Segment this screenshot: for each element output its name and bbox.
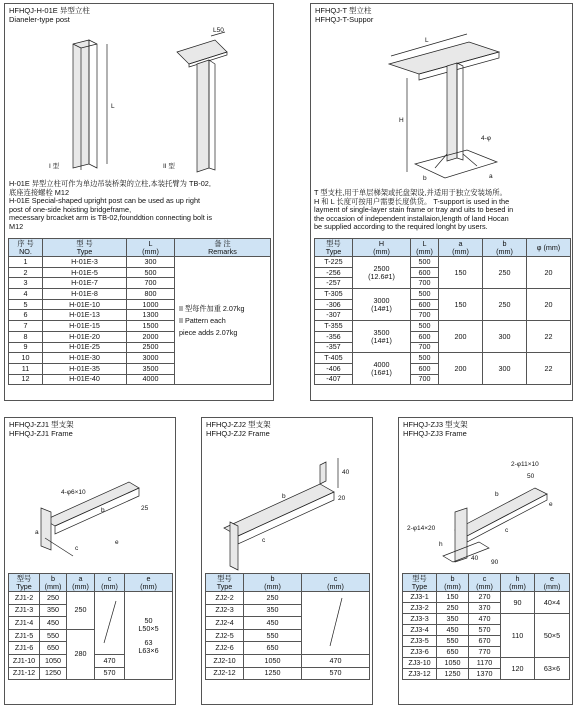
dim-b-label: b <box>101 507 105 514</box>
table-cell: 500 <box>127 267 175 278</box>
table-cell: 700 <box>127 278 175 289</box>
title-en: HFHQJ-ZJ1 Frame <box>9 428 73 438</box>
table-cell: 350 <box>244 604 302 617</box>
cell-line: L50×5 <box>138 623 159 633</box>
table-cell: ZJ1-12 <box>9 667 40 680</box>
zj2-mount <box>230 522 238 570</box>
cell-line: 3500 <box>373 327 390 337</box>
table-cell: T-405 <box>315 353 353 364</box>
dim-d-label: 40 <box>342 469 350 476</box>
table-cell: 370 <box>469 603 501 614</box>
title-en: HFHQJ-ZJ3 Frame <box>403 428 467 438</box>
dim-c-label: c <box>262 537 266 544</box>
table-cell: 110 <box>501 614 535 658</box>
table-cell: ZJ1-10 <box>9 654 40 667</box>
table-cell: 200 <box>439 321 483 353</box>
panel-zj3-frame <box>398 417 573 705</box>
table-cell: 9 <box>9 342 43 353</box>
table-cell: -356 <box>315 331 353 342</box>
post-ii-body <box>197 60 209 172</box>
table-cell: 20 <box>527 289 571 321</box>
table-cell: H-01E-10 <box>43 299 127 310</box>
label-type-i: I 型 <box>49 163 60 170</box>
zj1-drawing <box>5 438 176 578</box>
table-cell: 700 <box>411 310 439 321</box>
table-row <box>206 654 370 667</box>
table-cell: 250 <box>437 603 469 614</box>
table-cell: 12 <box>9 374 43 385</box>
table-cell: 2500 <box>127 342 175 353</box>
table-cell: 600 <box>411 267 439 278</box>
cell-line: 2500 <box>373 263 390 273</box>
table-cell: 3500 <box>127 363 175 374</box>
table-cell: 670 <box>469 636 501 647</box>
title-en: HFHQJ-ZJ2 Frame <box>206 428 270 438</box>
cell-line: II 型每件加重 2.07kg <box>179 303 245 313</box>
table-cell: ZJ3-6 <box>403 647 437 658</box>
diagonal-line <box>100 597 120 647</box>
table-row <box>403 592 570 603</box>
cell-line: 3000 <box>373 295 390 305</box>
table-cell <box>353 321 411 353</box>
zj1-mount <box>41 508 51 550</box>
table-cell: -357 <box>315 342 353 353</box>
header-type: 型 号 Type <box>43 239 127 257</box>
table-cell: ZJ2-3 <box>206 604 244 617</box>
description <box>9 180 271 232</box>
zj3-mount <box>455 508 467 562</box>
desc-line: H-01E 异型立柱可作为单边吊装桥架的立柱,本装托臂为 TB-02, <box>9 179 211 188</box>
table-cell: H-01E-7 <box>43 278 127 289</box>
table-cell: 3 <box>9 278 43 289</box>
table-cell: ZJ3-10 <box>403 658 437 669</box>
table-cell: ZJ2-12 <box>206 667 244 680</box>
t-rib <box>463 154 477 166</box>
title-cn: HFHQJ-ZJ2 型支架 <box>206 420 271 429</box>
table-cell <box>125 592 173 680</box>
table-cell: 2000 <box>127 331 175 342</box>
desc-line: T 型支柱,用于单层梯架或托盘架设,并适用于独立安装场所。 <box>314 188 507 197</box>
table-row <box>315 353 571 364</box>
dim-bolt-label: 4-φ <box>481 135 491 142</box>
table-cell: 7 <box>9 321 43 332</box>
t-column-side <box>457 63 463 160</box>
dim-d3-label: 90 <box>491 559 499 566</box>
table-row <box>9 592 173 605</box>
table-row <box>315 289 571 300</box>
table-cell: 600 <box>411 331 439 342</box>
table-cell: -256 <box>315 267 353 278</box>
table-cell: 1050 <box>244 654 302 667</box>
table-cell: -307 <box>315 310 353 321</box>
table-cell: H-01E-8 <box>43 289 127 300</box>
dim-e-label: e <box>549 501 553 508</box>
table-cell: -407 <box>315 374 353 385</box>
dim-e-label: 20 <box>338 495 346 502</box>
label-type-ii: II 型 <box>163 163 175 170</box>
spec-table <box>8 573 173 680</box>
table-cell: 1000 <box>127 299 175 310</box>
table-cell: 40×4 <box>535 592 570 614</box>
dim-holes2-label: 2-φ14×20 <box>407 525 436 532</box>
c-diagonal-cell <box>302 592 370 655</box>
table-cell: 700 <box>411 278 439 289</box>
table-cell: 63×6 <box>535 658 570 680</box>
table-cell: 550 <box>437 636 469 647</box>
table-cell: ZJ2-2 <box>206 592 244 605</box>
header-type: 型号 Type <box>403 574 437 592</box>
cell-line: (14#1) <box>371 303 392 313</box>
dim-d1-label: 50 <box>527 473 535 480</box>
dim-b-label: b <box>423 175 427 182</box>
table-cell: 280 <box>67 629 95 679</box>
table-cell: ZJ1-3 <box>9 604 40 617</box>
cell-line: 50 <box>144 615 153 625</box>
table-cell: H-01E-20 <box>43 331 127 342</box>
header-type: 型号 Type <box>315 239 353 257</box>
table-cell: 6 <box>9 310 43 321</box>
table-cell: 700 <box>411 342 439 353</box>
cell-line: (16#1) <box>371 367 392 377</box>
table-cell: ZJ1-4 <box>9 617 40 630</box>
panel-title <box>403 421 468 438</box>
zj2-end-plate <box>320 462 326 484</box>
table-header <box>9 574 173 592</box>
table-cell: 350 <box>437 614 469 625</box>
table-cell: 700 <box>411 374 439 385</box>
table-cell: 250 <box>67 592 95 630</box>
desc-line: 底座连接螺栓 M12 <box>9 187 70 197</box>
table-cell: 150 <box>439 289 483 321</box>
table-cell: 250 <box>40 592 67 605</box>
spec-table <box>205 573 370 680</box>
table-cell: 4 <box>9 289 43 300</box>
header-no: 序 号 NO. <box>9 239 43 257</box>
table-cell: 1170 <box>469 658 501 669</box>
zj3-drawing <box>399 438 573 578</box>
table-cell: 470 <box>469 614 501 625</box>
panel-zj1-frame <box>4 417 176 705</box>
table-cell: H-01E-40 <box>43 374 127 385</box>
table-cell: 650 <box>437 647 469 658</box>
header-c: c (mm) <box>95 574 125 592</box>
table-cell: 1 <box>9 257 43 268</box>
header-h: H (mm) <box>353 239 411 257</box>
header-a: a (mm) <box>67 574 95 592</box>
c-diagonal-cell <box>95 592 125 655</box>
table-cell: 22 <box>527 353 571 385</box>
header-c: c (mm) <box>469 574 501 592</box>
dim-a-label: a <box>35 529 39 536</box>
t-column <box>447 63 457 161</box>
title-en: HFHQJ-T-Suppor <box>315 14 374 24</box>
t-top-beam <box>389 42 499 74</box>
table-cell: 500 <box>411 289 439 300</box>
header-remarks: 备 注 Remarks <box>175 239 271 257</box>
table-header <box>315 239 571 257</box>
table-cell: ZJ1-2 <box>9 592 40 605</box>
table-cell: 570 <box>469 625 501 636</box>
dim-c-label: c <box>505 527 509 534</box>
table-header <box>9 239 271 257</box>
panel-t-support <box>310 3 573 401</box>
table-cell: 5 <box>9 299 43 310</box>
table-cell: ZJ3-1 <box>403 592 437 603</box>
description <box>314 189 572 232</box>
table-cell: -306 <box>315 299 353 310</box>
dim-l50: L50 <box>213 27 224 34</box>
table-cell: 250 <box>244 592 302 605</box>
title-cn: HFHQJ-ZJ3 型支架 <box>403 420 468 429</box>
panel-h01e-post <box>4 3 274 401</box>
table-cell: ZJ3-2 <box>403 603 437 614</box>
cell-line: 63 <box>144 637 153 647</box>
t-support-drawing <box>311 22 573 182</box>
dim-h-label: H <box>399 117 404 124</box>
table-cell: 570 <box>95 667 125 680</box>
dim-e-label: e <box>115 539 119 546</box>
table-cell: 3000 <box>127 353 175 364</box>
panel-zj2-frame <box>201 417 373 705</box>
dim-holes1-label: 2-φ11×10 <box>511 461 539 468</box>
table-cell: 250 <box>483 289 527 321</box>
table-cell: 1300 <box>127 310 175 321</box>
table-row <box>315 257 571 268</box>
table-cell: 2 <box>9 267 43 278</box>
table-cell: 200 <box>439 353 483 385</box>
table-cell: 10 <box>9 353 43 364</box>
table-cell: ZJ1-5 <box>9 629 40 642</box>
post-i-side <box>89 40 97 168</box>
table-cell: ZJ2-4 <box>206 617 244 630</box>
post-drawing <box>5 22 274 182</box>
table-cell: 650 <box>244 642 302 655</box>
table-cell: 4000 <box>127 374 175 385</box>
table-cell: H-01E-3 <box>43 257 127 268</box>
table-cell: 800 <box>127 289 175 300</box>
table-cell: ZJ3-5 <box>403 636 437 647</box>
table-cell: 11 <box>9 363 43 374</box>
zj3-arm <box>455 488 547 536</box>
header-l: L (mm) <box>411 239 439 257</box>
table-cell: -257 <box>315 278 353 289</box>
header-c: c (mm) <box>302 574 370 592</box>
spec-table <box>402 573 570 680</box>
table-cell: 120 <box>501 658 535 680</box>
table-cell: 500 <box>411 257 439 268</box>
title-cn: HFHQJ-H-01E 异型立柱 <box>9 6 90 15</box>
cell-line: II Pattern each <box>179 315 226 325</box>
table-cell: 1050 <box>40 654 67 667</box>
table-cell: 8 <box>9 331 43 342</box>
header-b: b (mm) <box>40 574 67 592</box>
table-cell: 300 <box>127 257 175 268</box>
table-row <box>315 321 571 332</box>
header-b: b (mm) <box>437 574 469 592</box>
table-cell: 470 <box>302 654 370 667</box>
desc-line: the occasion of independent installaion,length of land Hocan <box>314 213 509 223</box>
table-cell: 22 <box>527 321 571 353</box>
table-cell: 500 <box>411 353 439 364</box>
table-cell: 450 <box>437 625 469 636</box>
table-cell: 50×5 <box>535 614 570 658</box>
table-cell: 20 <box>527 257 571 289</box>
dim-holes-label: 4-φ6×10 <box>61 489 86 496</box>
table-cell: 450 <box>40 617 67 630</box>
table-cell: 470 <box>95 654 125 667</box>
table-cell: 1370 <box>469 669 501 680</box>
title-en: Dianeler-type post <box>9 14 70 24</box>
table-cell: 1250 <box>437 669 469 680</box>
table-cell: H-01E-5 <box>43 267 127 278</box>
table-cell: ZJ1-6 <box>9 642 40 655</box>
table-cell: 550 <box>40 629 67 642</box>
table-cell: 600 <box>411 363 439 374</box>
table-cell: 570 <box>302 667 370 680</box>
table-cell: 450 <box>244 617 302 630</box>
cell-line: piece adds 2.07kg <box>179 327 238 337</box>
table-cell: 150 <box>437 592 469 603</box>
post-ii-plate <box>177 40 227 64</box>
dim-d-label: 25 <box>141 505 149 512</box>
t-rib <box>435 154 447 168</box>
table-cell: 350 <box>40 604 67 617</box>
table-cell: H-01E-13 <box>43 310 127 321</box>
table-cell <box>353 353 411 385</box>
dim-h-label: h <box>439 541 443 548</box>
table-cell <box>353 257 411 289</box>
table-cell: T-355 <box>315 321 353 332</box>
desc-line: post of one-side hoisting bridgeframe, <box>9 204 132 214</box>
table-cell: 1050 <box>437 658 469 669</box>
spec-table <box>8 238 271 385</box>
table-cell: H-01E-30 <box>43 353 127 364</box>
diagonal-line <box>324 594 348 650</box>
panel-title <box>9 421 74 438</box>
header-type: 型号 Type <box>9 574 40 592</box>
table-cell: T-225 <box>315 257 353 268</box>
dim-l-label: L <box>425 37 429 44</box>
table-cell: ZJ2-6 <box>206 642 244 655</box>
desc-line: mecessary brcacket arm is TB-02,founddtion connecting bolt is <box>9 213 213 223</box>
zj1-arm <box>45 482 139 526</box>
dim-l-label: L <box>111 103 115 110</box>
table-cell: 650 <box>40 642 67 655</box>
zj2-arm <box>224 484 334 536</box>
table-cell: 250 <box>483 257 527 289</box>
cell-line: 4000 <box>373 359 390 369</box>
title-cn: HFHQJ-ZJ1 型支架 <box>9 420 74 429</box>
zj2-drawing <box>202 438 373 578</box>
table-cell: 270 <box>469 592 501 603</box>
table-cell: 600 <box>411 299 439 310</box>
table-cell: 90 <box>501 592 535 614</box>
table-cell: T-305 <box>315 289 353 300</box>
table-cell: -406 <box>315 363 353 374</box>
header-b: b (mm) <box>483 239 527 257</box>
table-cell: H-01E-35 <box>43 363 127 374</box>
header-l: L (mm) <box>127 239 175 257</box>
table-cell: ZJ3-4 <box>403 625 437 636</box>
table-cell: 1500 <box>127 321 175 332</box>
table-cell: H-01E-25 <box>43 342 127 353</box>
dim-d2-label: 40 <box>471 555 479 562</box>
cell-line: (14#1) <box>371 335 392 345</box>
table-row <box>206 667 370 680</box>
table-cell: 1250 <box>244 667 302 680</box>
table-header <box>206 574 370 592</box>
desc-line: be supplied according to the required longht by users. <box>314 222 488 232</box>
header-b: b (mm) <box>244 574 302 592</box>
table-row <box>403 658 570 669</box>
table-cell: ZJ2-5 <box>206 629 244 642</box>
spec-table <box>314 238 571 385</box>
table-cell: 500 <box>411 321 439 332</box>
table-cell <box>353 289 411 321</box>
desc-line: H-01E Special-shaped upright post can be used as up right <box>9 196 201 206</box>
header-e: e (mm) <box>125 574 173 592</box>
desc-line: layment of single-layer stain frame or tray and uits to besed in <box>314 205 514 215</box>
post-ii-side <box>209 60 215 170</box>
table-cell: 150 <box>439 257 483 289</box>
table-cell: 300 <box>483 353 527 385</box>
header-phi: φ (mm) <box>527 239 571 257</box>
header-a: a (mm) <box>439 239 483 257</box>
table-header <box>403 574 570 592</box>
table-cell: ZJ3-12 <box>403 669 437 680</box>
table-cell: ZJ3-3 <box>403 614 437 625</box>
table-cell: 770 <box>469 647 501 658</box>
table-cell: 550 <box>244 629 302 642</box>
dim-a-label: a <box>489 173 493 180</box>
table-cell: 1250 <box>40 667 67 680</box>
desc-line: H 和 L 长度可按用户需要长度供货。 T-support is used in the <box>314 196 510 206</box>
table-cell: ZJ2-10 <box>206 654 244 667</box>
dim-b-label: b <box>495 491 499 498</box>
desc-line: M12 <box>9 221 24 231</box>
table-cell: H-01E-15 <box>43 321 127 332</box>
header-type: 型号 Type <box>206 574 244 592</box>
remarks-cell <box>175 257 271 385</box>
title-cn: HFHQJ-T 型立柱 <box>315 6 372 15</box>
table-row <box>206 592 370 605</box>
header-e: e (mm) <box>535 574 570 592</box>
dim-b-label: b <box>282 493 286 500</box>
panel-title <box>206 421 271 438</box>
table-cell: 300 <box>483 321 527 353</box>
table-row <box>403 614 570 625</box>
header-h: h (mm) <box>501 574 535 592</box>
dim-c-label: c <box>75 545 79 552</box>
table-row <box>9 257 271 268</box>
cell-line: (12.6#1) <box>368 271 395 281</box>
cell-line: L63×6 <box>138 645 159 655</box>
